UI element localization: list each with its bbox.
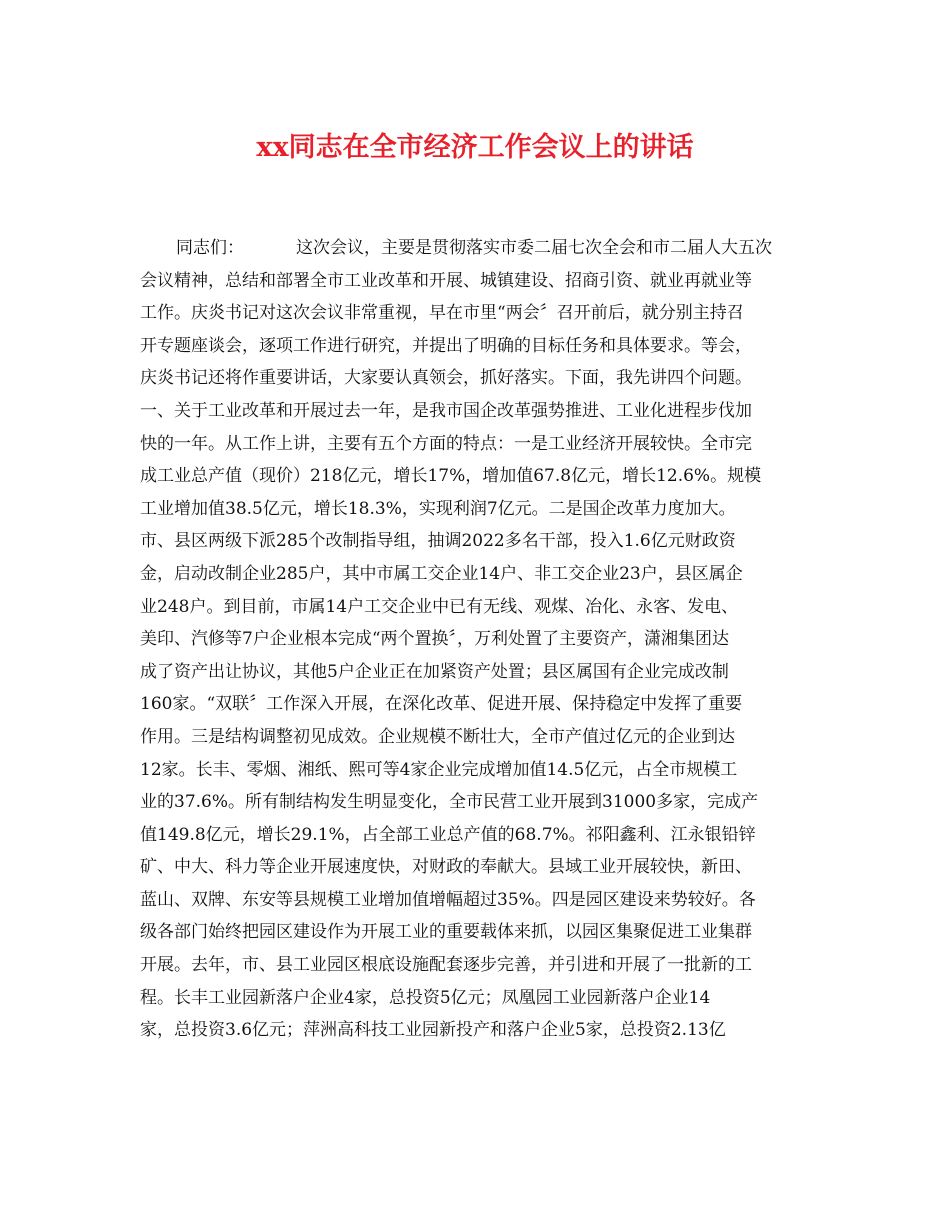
paragraph-line: 级各部门始终把园区建设作为开展工业的重要载体来抓，以园区集聚促进工业集群 — [140, 922, 752, 943]
paragraph-line: 作用。三是结构调整初见成效。企业规模不断壮大，全市产值过亿元的企业到达 — [140, 726, 735, 747]
paragraph-line: 蓝山、双牌、东安等县规模工业增加值增幅超过35%。四是园区建设来势较好。各 — [140, 889, 756, 910]
paragraph-line: 开专题座谈会，逐项工作进行研究，并提出了明确的目标任务和具体要求。等会， — [140, 335, 752, 356]
paragraph-line: 快的一年。从工作上讲，主要有五个方面的特点：一是工业经济开展较快。全市完 — [140, 433, 752, 454]
paragraph-line: 12家。长丰、零烟、湘纸、熙可等4家企业完成增加值14.5亿元，占全市规模工 — [140, 759, 738, 780]
salutation: 同志们： — [176, 238, 244, 258]
paragraph-line: 美印、汽修等7户企业根本完成“两个置换〞，万利处置了主要资产，潇湘集团达 — [140, 629, 730, 650]
line-text: 这次会议，主要是贯彻落实市委二届七次全会和市二届人大五次 — [296, 238, 772, 258]
paragraph-line: 庆炎书记还将作重要讲话，大家要认真领会，抓好落实。下面，我先讲四个问题。 — [140, 368, 752, 389]
paragraph-line: 工业增加值38.5亿元，增长18.3%，实现利润7亿元。二是国企改革力度加大。 — [140, 498, 736, 519]
paragraph-line: 金，启动改制企业285户，其中市属工交企业14户、非工交企业23户，县区属企 — [140, 563, 743, 584]
paragraph-line: 成了资产出让协议，其他5户企业正在加紧资产处置；县区属国有企业完成改制 — [140, 661, 729, 682]
paragraph-line: 矿、中大、科力等企业开展速度快，对财政的奉献大。县域工业开展较快，新田、 — [140, 857, 752, 878]
paragraph-line: 业的37.6%。所有制结构发生明显变化，全市民营工业开展到31000多家，完成产 — [140, 792, 759, 813]
paragraph-line: 工作。庆炎书记对这次会议非常重视，早在市里“两会〞召开前后，就分别主持召 — [140, 303, 744, 324]
paragraph-line: 会议精神，总结和部署全市工业改革和开展、城镇建设、招商引资、就业再就业等 — [140, 270, 752, 291]
paragraph-line: 开展。去年，市、县工业园区根底设施配套逐步完善，并引进和开展了一批新的工 — [140, 955, 752, 976]
paragraph-line: 市、县区两级下派285个改制指导组，抽调2022多名干部，投入1.6亿元财政资 — [140, 531, 736, 552]
paragraph-line: 业248户。到目前，市属14户工交企业中已有无线、观煤、冶化、永客、发电、 — [140, 596, 739, 617]
paragraph-line: 一、关于工业改革和开展过去一年，是我市国企改革强势推进、工业化进程步伐加 — [140, 400, 752, 421]
paragraph-line: 值149.8亿元，增长29.1%，占全部工业总产值的68.7%。祁阳鑫利、江永银铅锌 — [140, 824, 756, 845]
document-title: xx同志在全市经济工作会议上的讲话 — [256, 132, 694, 163]
document-body — [140, 232, 820, 1047]
paragraph-line: 家，总投资3.6亿元；萍洲高科技工业园新投产和落户企业5家，总投资2.13亿 — [140, 1020, 726, 1041]
paragraph-line: 160家。“双联〞工作深入开展，在深化改革、促进开展、保持稳定中发挥了重要 — [140, 694, 743, 715]
paragraph-line: 成工业总产值（现价）218亿元，增长17%，增加值67.8亿元，增长12.6%。规模 — [140, 466, 762, 487]
paragraph-line: 程。长丰工业园新落户企业4家，总投资5亿元；凤凰园工业园新落户企业14 — [140, 987, 711, 1008]
paragraph-line-1 — [140, 232, 820, 265]
